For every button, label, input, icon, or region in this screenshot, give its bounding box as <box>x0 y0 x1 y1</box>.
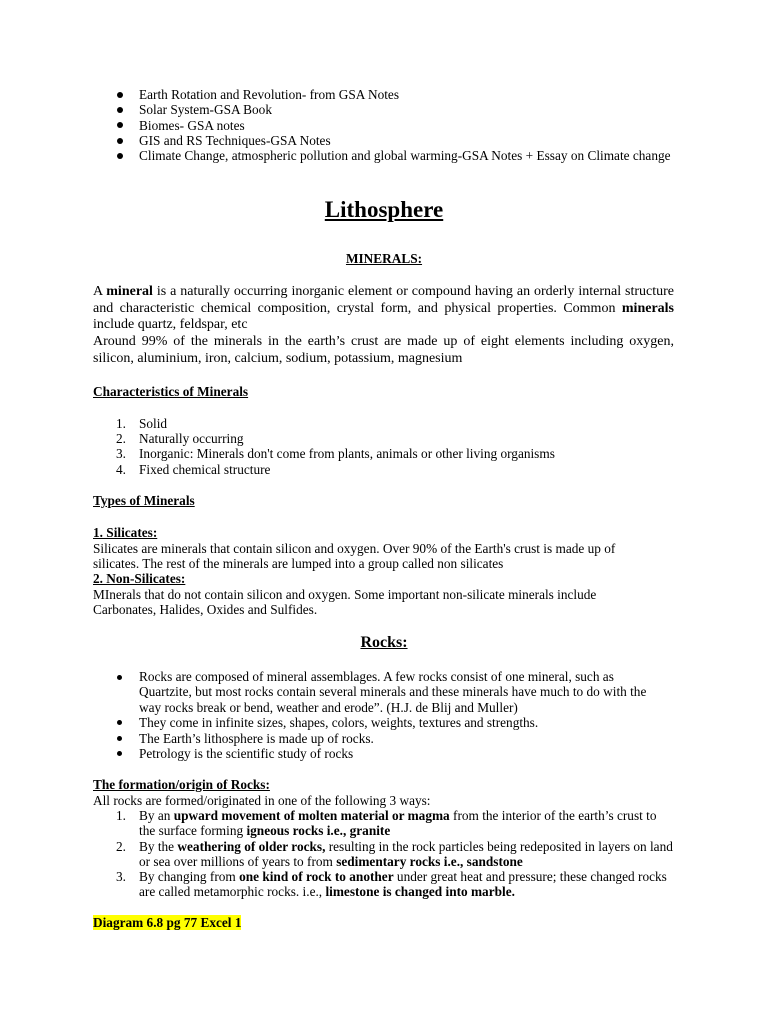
bullet-icon <box>117 92 123 98</box>
list-item: They come in infinite sizes, shapes, colors, weights, textures and strengths. <box>139 715 539 730</box>
list-item: Rocks are composed of mineral assemblages. A few rocks consist of one mineral, such as Quartzite, but most rocks contain several minerals and these minerals have much to do with the way rocks break or bend, weather and erode”. (H.J. de Blij and Muller) <box>139 669 647 715</box>
formation-heading: The formation/origin of Rocks: <box>93 777 270 792</box>
list-number: 2. <box>116 839 126 854</box>
list-item: Earth Rotation and Revolution- from GSA Notes <box>139 87 399 102</box>
minerals-paragraph <box>93 284 674 334</box>
bullet-icon <box>117 107 123 113</box>
minerals-heading: MINERALS: <box>345 251 423 266</box>
bold-term: limestone is changed into marble. <box>325 884 515 900</box>
list-number: 1. <box>116 808 126 823</box>
list-item: The Earth’s lithosphere is made up of rocks. <box>139 731 374 746</box>
silicates-heading: 1. Silicates: <box>93 525 158 540</box>
list-item: Petrology is the scientific study of rocks <box>139 746 354 761</box>
list-item <box>139 839 674 870</box>
bold-term: upward movement of molten material or magma <box>173 808 450 823</box>
bullet-icon <box>117 138 123 144</box>
text-run: A <box>93 284 107 299</box>
list-number: 3. <box>116 446 126 461</box>
list-item: Biomes- GSA notes <box>139 118 245 133</box>
bullet-icon <box>117 751 122 756</box>
list-item: Inorganic: Minerals don't come from plants, animals or other living organisms <box>139 446 555 461</box>
bold-term: minerals <box>621 300 674 316</box>
page-title: Lithosphere <box>324 197 444 222</box>
list-item <box>139 869 674 900</box>
text-run: By changing from <box>139 869 240 884</box>
non-silicates-text: MInerals that do not contain silicon and oxygen. Some important non-silicate minerals include Carbonates, Halides, Oxides and Sulfides. <box>93 587 597 618</box>
text-run: By an <box>139 808 174 823</box>
characteristics-heading: Characteristics of Minerals <box>93 384 249 399</box>
bullet-icon <box>117 736 122 741</box>
text-run: By the <box>139 839 178 854</box>
text-run: is a naturally occurring inorganic element or compound having an orderly internal structure and characteristic chemical composition, crystal form, and physical properties. Common <box>93 284 674 316</box>
bold-term: one kind of rock to another <box>239 869 394 884</box>
list-item: Fixed chemical structure <box>139 462 271 477</box>
list-number: 4. <box>116 462 126 477</box>
list-item: GIS and RS Techniques-GSA Notes <box>139 133 331 148</box>
minerals-composition-paragraph: Around 99% of the minerals in the earth’s crust are made up of eight elements including oxygen, silicon, aluminium, iron, calcium, sodium, potassium, magnesium <box>93 334 674 366</box>
types-heading: Types of Minerals <box>93 493 195 508</box>
non-silicates-heading: 2. Non-Silicates: <box>93 571 186 586</box>
highlighted-text: Diagram 6.8 pg 77 Excel 1 <box>93 915 242 930</box>
bold-term: weathering of older rocks, <box>177 839 326 854</box>
bullet-icon <box>117 122 123 128</box>
list-item: Naturally occurring <box>139 431 244 446</box>
list-number: 2. <box>116 431 126 446</box>
list-item: Solid <box>139 416 168 431</box>
list-number: 3. <box>116 869 126 884</box>
rocks-heading: Rocks: <box>360 634 408 651</box>
text-run: under great heat and pressure; these changed rocks are called metamorphic rocks. i.e., <box>139 869 667 900</box>
silicates-text: Silicates are minerals that contain silicon and oxygen. Over 90% of the Earth's crust is made up of silicates. The rest of the minerals are lumped into a group called non silicates <box>93 541 616 572</box>
list-item: Climate Change, atmospheric pollution and global warming-GSA Notes + Essay on Climate change <box>139 148 671 163</box>
list-item: Solar System-GSA Book <box>139 102 272 117</box>
text-run: from the interior of the earth’s crust to the surface forming <box>139 808 657 839</box>
text-run: resulting in the rock particles being redeposited in layers on land or sea over millions of years to from <box>139 839 673 870</box>
list-number: 1. <box>116 416 126 431</box>
bold-term: sedimentary rocks i.e., sandstone <box>336 854 523 870</box>
bold-term: mineral <box>106 284 153 299</box>
bullet-icon <box>117 675 122 680</box>
list-item <box>139 808 669 839</box>
bullet-icon <box>117 720 122 725</box>
bullet-icon <box>117 153 123 159</box>
text-run: include quartz, feldspar, etc <box>93 317 248 332</box>
formation-intro: All rocks are formed/originated in one of the following 3 ways: <box>93 793 431 808</box>
bold-term: igneous rocks i.e., granite <box>246 823 391 839</box>
diagram-note <box>93 915 241 930</box>
